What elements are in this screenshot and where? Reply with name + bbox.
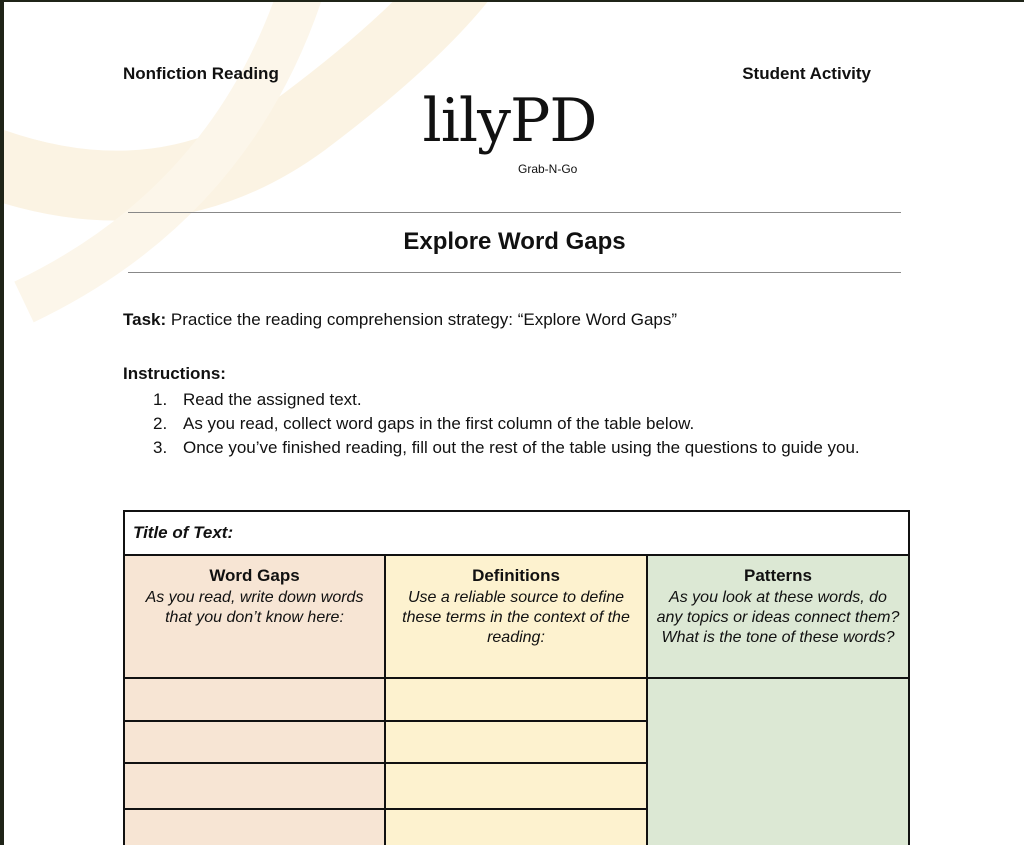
title-top-divider — [128, 212, 901, 213]
table-title-row — [124, 511, 909, 555]
instruction-number: 3. — [153, 438, 168, 457]
instruction-text: Read the assigned text. — [183, 390, 362, 409]
title-bottom-divider — [128, 272, 901, 273]
column-header-word-gaps — [124, 555, 385, 678]
table-header-row — [124, 555, 909, 678]
column-prompt: Use a reliable source to define these terms in the context of the reading: — [402, 589, 630, 646]
title-of-text-label: Title of Text: — [133, 523, 234, 542]
definition-cell[interactable] — [385, 763, 647, 809]
definition-cell[interactable] — [385, 809, 647, 845]
word-gap-cell[interactable] — [124, 763, 385, 809]
instruction-item — [153, 436, 893, 460]
column-prompt: As you read, write down words that you don’t know here: — [145, 589, 364, 626]
title-of-text-cell[interactable] — [124, 511, 909, 555]
column-heading: Definitions — [472, 566, 560, 585]
column-prompt: As you look at these words, do any topics or ideas connect them? What is the tone of these words? — [656, 589, 900, 646]
word-gap-cell[interactable] — [124, 678, 385, 721]
word-gap-cell[interactable] — [124, 721, 385, 763]
column-header-definitions — [385, 555, 647, 678]
word-gap-cell[interactable] — [124, 809, 385, 845]
page-title: Explore Word Gaps — [403, 228, 626, 255]
instructions-list — [153, 388, 893, 460]
instruction-item — [153, 388, 893, 412]
definition-cell[interactable] — [385, 721, 647, 763]
header-activity-label: Student Activity — [742, 64, 871, 83]
instruction-number: 1. — [153, 390, 168, 409]
table-row — [124, 678, 909, 721]
task-text: Practice the reading comprehension strategy: “Explore Word Gaps” — [170, 310, 678, 329]
lilypd-logo — [402, 86, 617, 176]
column-heading: Patterns — [743, 566, 813, 585]
instruction-number: 2. — [153, 414, 168, 433]
word-gaps-table — [123, 510, 910, 845]
task-label: Task: — [123, 310, 167, 329]
definition-cell[interactable] — [385, 678, 647, 721]
instructions-heading: Instructions: — [123, 364, 226, 383]
column-header-patterns — [647, 555, 909, 678]
instruction-text: Once you’ve finished reading, fill out the rest of the table using the questions to guide you. — [183, 438, 860, 457]
logo-wordmark: lilyPD — [422, 86, 597, 156]
logo-tagline: Grab-N-Go — [518, 162, 578, 176]
header-subject-label: Nonfiction Reading — [123, 64, 279, 83]
column-heading: Word Gaps — [209, 566, 300, 585]
task-line — [123, 310, 677, 330]
instruction-item — [153, 412, 893, 436]
instruction-text: As you read, collect word gaps in the first column of the table below. — [183, 414, 695, 433]
worksheet-page — [4, 2, 1024, 845]
patterns-cell[interactable] — [647, 678, 909, 845]
